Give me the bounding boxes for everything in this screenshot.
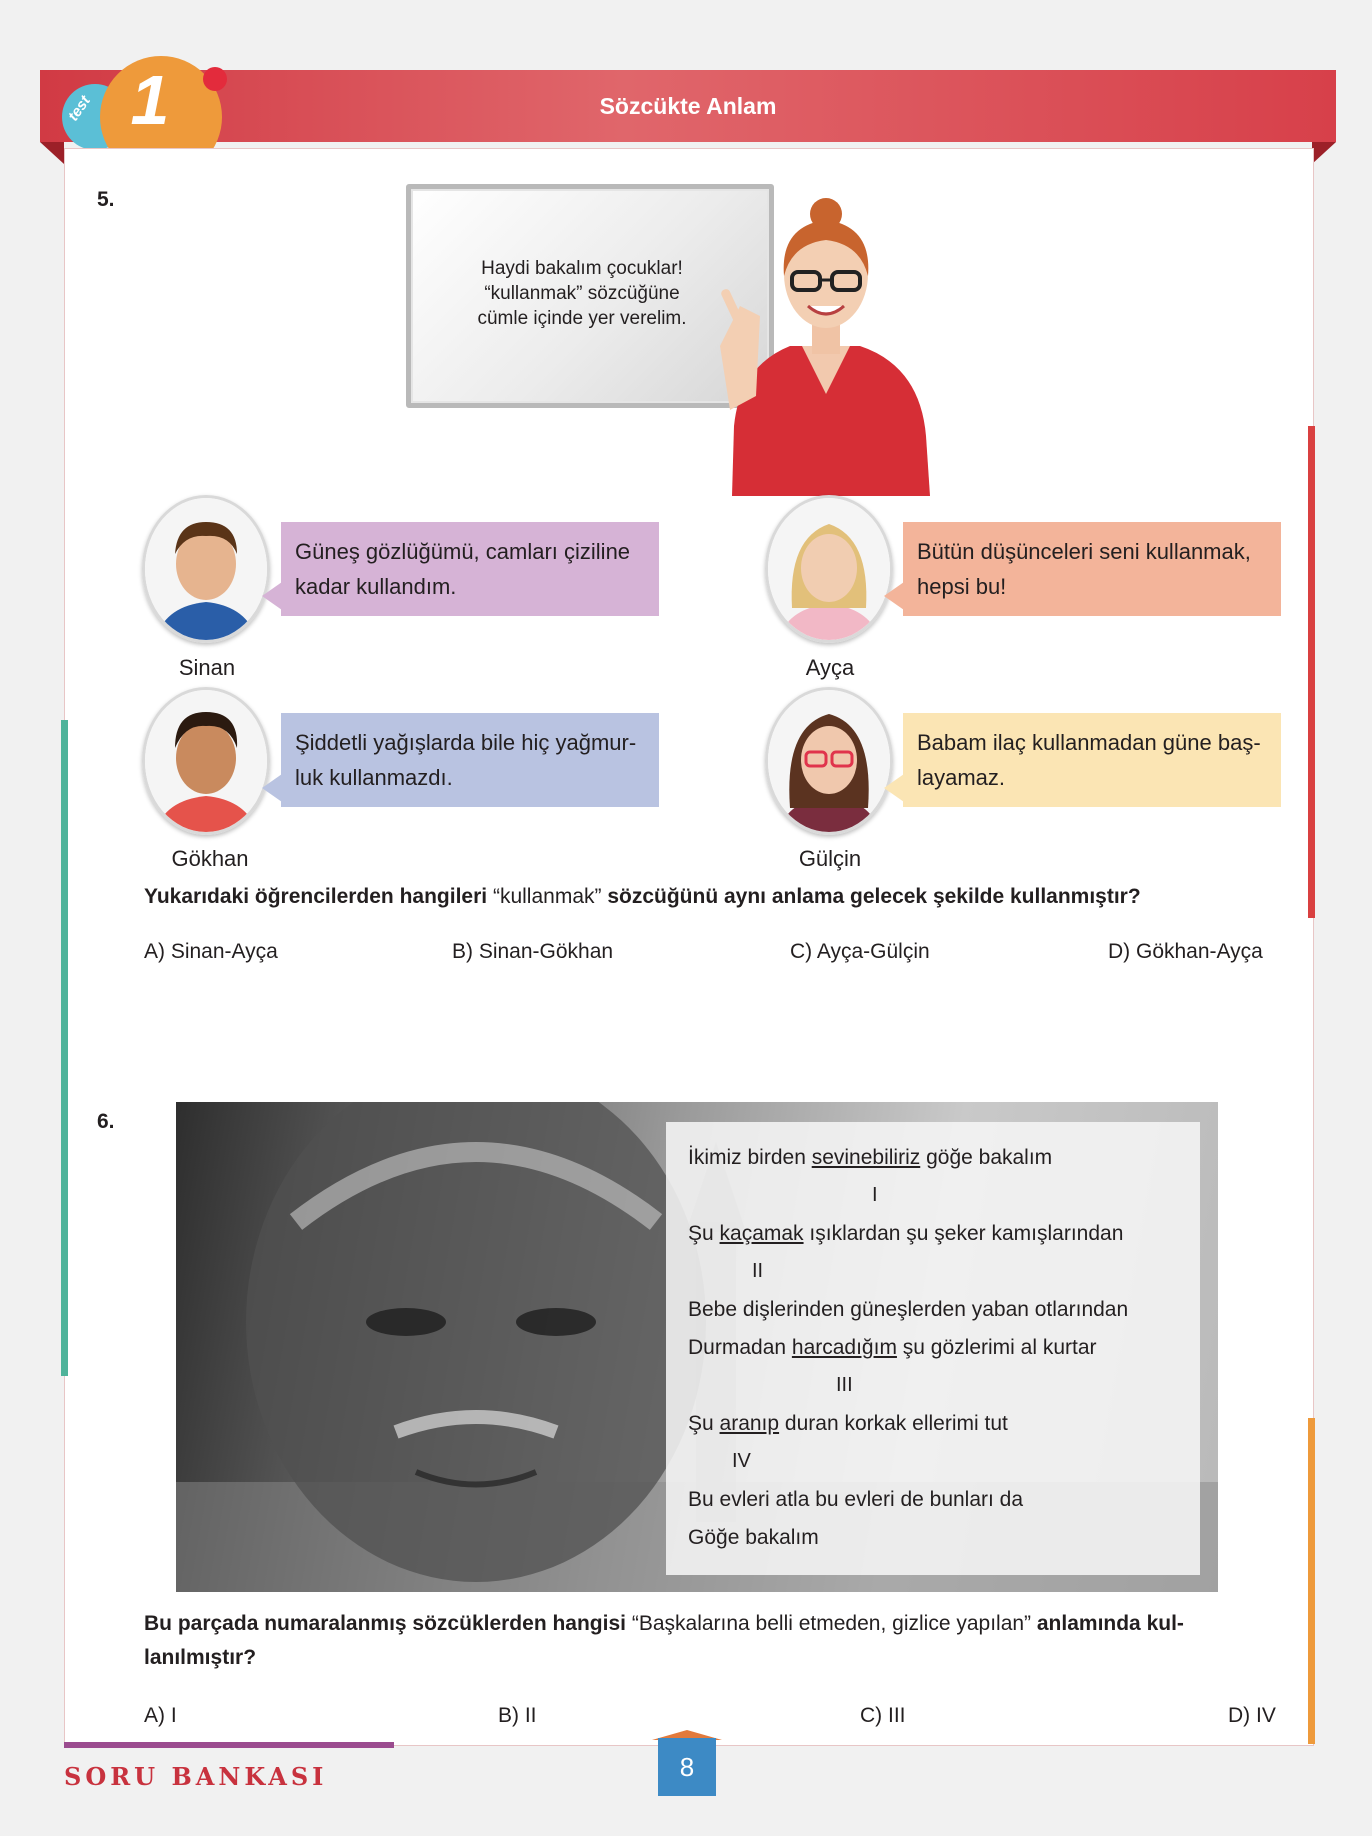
question-bold: lanılmıştır? xyxy=(144,1646,257,1669)
question-bold: sözcüğünü aynı anlama gelecek şekilde kullanmıştır? xyxy=(607,885,1141,908)
numbered-word-4: aranıp xyxy=(719,1412,780,1435)
whiteboard-text xyxy=(406,256,758,331)
question-6-line-1 xyxy=(144,1607,1284,1641)
bubble-tail-gulcin xyxy=(884,774,904,802)
poem-line-7: Göğe bakalım xyxy=(688,1526,819,1549)
student-name-sinan: Sinan xyxy=(178,655,236,680)
bubble-line: Şiddetli yağışlarda bile hiç yağmur- xyxy=(295,730,637,755)
q5-option-d[interactable]: D) Gökhan-Ayça xyxy=(1108,940,1263,963)
q6-option-a[interactable]: A) I xyxy=(144,1704,177,1727)
poem-text: ışıklardan şu şeker kamışlarından xyxy=(803,1222,1124,1245)
bubble-line: Babam ilaç kullanmadan güne baş- xyxy=(917,730,1261,755)
question-5-stem xyxy=(144,880,1284,914)
left-accent-bar xyxy=(61,720,68,1376)
poem-line-5 xyxy=(688,1412,1008,1436)
poem-line-2 xyxy=(688,1222,1123,1246)
page-number: 8 xyxy=(658,1738,716,1796)
speech-bubble-gulcin xyxy=(903,713,1281,807)
question-normal: “kullanmak” xyxy=(487,885,608,908)
q5-option-a[interactable]: A) Sinan-Ayça xyxy=(144,940,278,963)
poem-line-3: Bebe dişlerinden güneşlerden yaban otlarından xyxy=(688,1298,1129,1321)
question-bold: Bu parçada numaralanmış sözcüklerden hangisi xyxy=(144,1612,626,1635)
question-bold: anlamında kul- xyxy=(1036,1612,1184,1635)
board-line-2: “kullanmak” sözcüğüne xyxy=(484,283,680,304)
avatar-ayca xyxy=(765,495,893,643)
question-bold: Yukarıdaki öğrencilerden hangileri xyxy=(144,885,488,908)
numbered-word-3: harcadığım xyxy=(791,1336,897,1359)
q5-option-c[interactable]: C) Ayça-Gülçin xyxy=(790,940,930,963)
bubble-line: kadar kullandım. xyxy=(295,574,457,599)
q6-option-b[interactable]: B) II xyxy=(498,1704,537,1727)
question-6-line-2 xyxy=(144,1641,1284,1675)
speech-bubble-gokhan xyxy=(281,713,659,807)
roman-numeral-1: I xyxy=(872,1184,878,1206)
poem-text: Durmadan xyxy=(688,1336,792,1359)
banner-fold-right xyxy=(1312,142,1336,164)
q6-option-c[interactable]: C) III xyxy=(860,1704,906,1727)
test-badge-label: test xyxy=(64,92,94,125)
bubble-tail-sinan xyxy=(262,582,282,610)
roman-numeral-3: III xyxy=(836,1374,853,1396)
question-number-5: 5. xyxy=(97,188,115,211)
bubble-line: layamaz. xyxy=(917,765,1006,790)
q6-option-d[interactable]: D) IV xyxy=(1228,1704,1276,1727)
right-accent-bar-orange xyxy=(1308,1418,1315,1744)
avatar-sinan xyxy=(142,495,270,643)
board-line-1: Haydi bakalım çocuklar! xyxy=(481,258,683,279)
bubble-line: hepsi bu! xyxy=(917,574,1007,599)
avatar-gokhan xyxy=(142,687,270,835)
bubble-line: Güneş gözlüğümü, camları çiziline xyxy=(295,539,631,564)
question-6-stem xyxy=(144,1607,1284,1675)
poem-text: duran korkak ellerimi tut xyxy=(779,1412,1008,1435)
speech-bubble-sinan xyxy=(281,522,659,616)
footer-accent-line xyxy=(64,1742,394,1748)
poem-line-4 xyxy=(688,1336,1097,1360)
poem-line-1 xyxy=(688,1146,1052,1170)
poem-line-6: Bu evleri atla bu evleri de bunları da xyxy=(688,1488,1024,1511)
student-name-gulcin: Gülçin xyxy=(798,846,862,871)
banner-fold-left xyxy=(40,142,64,164)
teacher-illustration xyxy=(720,196,932,496)
numbered-word-1: sevinebiliriz xyxy=(811,1146,921,1169)
bubble-line: luk kullanmazdı. xyxy=(295,765,453,790)
bubble-tail-ayca xyxy=(884,582,904,610)
roman-numeral-2: II xyxy=(752,1260,764,1282)
question-number-6: 6. xyxy=(97,1110,115,1133)
question-normal: “Başkalarına belli etmeden, gizlice yapılan” xyxy=(626,1612,1037,1635)
q5-option-b[interactable]: B) Sinan-Gökhan xyxy=(452,940,614,963)
student-name-ayca: Ayça xyxy=(805,655,855,680)
poem-text: şu gözlerimi al kurtar xyxy=(896,1336,1097,1359)
series-title: SORU BANKASI xyxy=(64,1762,328,1791)
numbered-word-2: kaçamak xyxy=(719,1222,804,1245)
test-number: 1 xyxy=(130,61,170,139)
roman-numeral-4: IV xyxy=(732,1450,751,1472)
poem-text: İkimiz birden xyxy=(688,1146,812,1169)
student-name-gokhan: Gökhan xyxy=(171,846,249,871)
board-line-3: cümle içinde yer verelim. xyxy=(477,308,687,329)
poem-text: Şu xyxy=(688,1412,720,1435)
bubble-line: Bütün düşünceleri seni kullanmak, xyxy=(917,539,1251,564)
badge-dot xyxy=(203,67,227,91)
poem-text: Şu xyxy=(688,1222,720,1245)
avatar-gulcin xyxy=(765,687,893,835)
bubble-tail-gokhan xyxy=(262,774,282,802)
right-accent-bar-red xyxy=(1308,426,1315,918)
section-title: Sözcükte Anlam xyxy=(599,93,777,119)
poem-text: göğe bakalım xyxy=(920,1146,1053,1169)
speech-bubble-ayca xyxy=(903,522,1281,616)
